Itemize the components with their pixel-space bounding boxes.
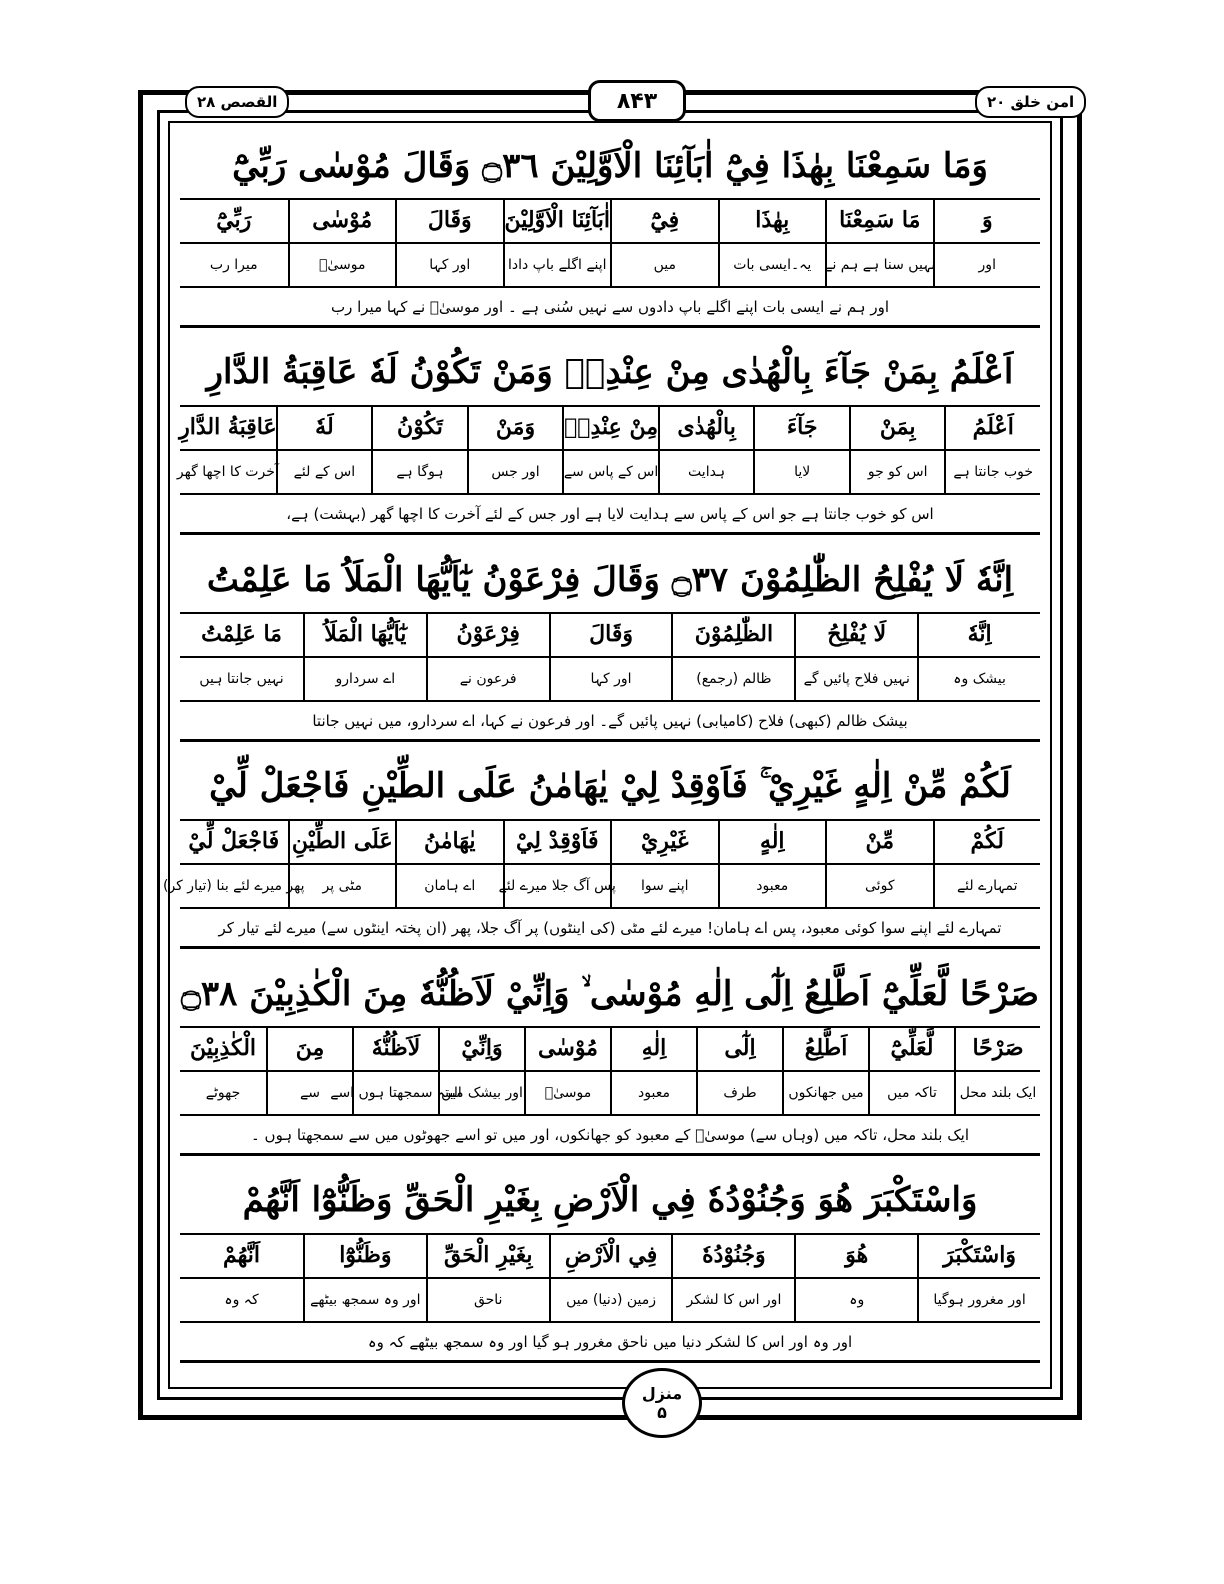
word-cell: وَظَنُّوْٓا — [303, 1233, 426, 1277]
word-cell: غَيْرِيْ — [610, 819, 718, 863]
word-cell: فِيْٓ — [610, 198, 718, 242]
meaning-cell: اے ہامان — [395, 865, 503, 907]
word-cell: جَآءَ — [753, 405, 849, 449]
word-row — [180, 819, 1040, 865]
meaning-cell: ایک بلند محل — [954, 1072, 1040, 1114]
translation-line: اور وہ اور اس کا لشکر دنیا میں ناحق مغرور ہو گیا اور وہ سمجھ بیٹھے کہ وہ — [180, 1323, 1040, 1363]
ayah-line: لَكُمْ مِّنْ اِلٰهٍ غَيْرِيْ ۚ فَاَوْقِدْ لِيْ يٰهَامٰنُ عَلَى الطِّيْنِ فَاجْعَلْ لِّيْ — [180, 753, 1040, 821]
word-cell: لَاَظُنُّهٗ — [352, 1026, 438, 1070]
meaning-cell: کہ وہ — [224, 1292, 259, 1308]
meaning-row — [180, 658, 1040, 702]
word-cell: عَلَى الطِّيْنِ — [288, 819, 396, 863]
ayah-line: اِنَّهٗ لَا يُفْلِحُ الظّٰلِمُوْنَ ۝٣٧ وَقَالَ فِرْعَوْنُ يٰٓاَيُّهَا الْمَلَاُ مَا عَلِمْتُ — [180, 546, 1040, 614]
word-cell: وَاِنِّيْ — [438, 1026, 524, 1070]
word-cell: تَكُوْنُ — [371, 405, 467, 449]
meaning-cell: اور کہا — [549, 658, 672, 700]
meaning-cell: البتہ سمجھتا ہوں اسے — [352, 1072, 438, 1114]
word-cell: وَجُنُوْدُهٗ — [671, 1233, 794, 1277]
word-row — [180, 405, 1040, 451]
ayah-line: وَاسْتَكْبَرَ هُوَ وَجُنُوْدُهٗ فِي الْاَرْضِ بِغَيْرِ الْحَقِّ وَظَنُّوْٓا اَنَّهُمْ — [180, 1167, 1040, 1235]
word-cell: لَكُمْ — [933, 819, 1041, 863]
ayah-line: وَمَا سَمِعْنَا بِهٰذَا فِيْٓ اٰبَآئِنَا الْاَوَّلِيْنَ ۝٣٦ وَقَالَ مُوْسٰى رَبِّيْٓ — [180, 132, 1040, 200]
meaning-cell: اپنے سوا — [610, 865, 718, 907]
ayah-line: اَعْلَمُ بِمَنْ جَآءَ بِالْهُدٰى مِنْ عِنْدِهٖ وَمَنْ تَكُوْنُ لَهٗ عَاقِبَةُ الدَّارِ — [180, 339, 1040, 407]
meaning-cell: اور وہ سمجھ بیٹھے — [303, 1279, 426, 1321]
meaning-row — [180, 1072, 1040, 1116]
meaning-cell: ناحق — [426, 1279, 549, 1321]
word-cell: وَقَالَ — [549, 612, 672, 656]
meaning-cell: اس کے لئے — [276, 451, 372, 493]
meaning-cell: نہیں سنا ہے ہم نے — [825, 244, 933, 286]
word-cell: مُوْسٰى — [288, 198, 396, 242]
word-cell: بِالْهُدٰى — [658, 405, 754, 449]
translation-line: اس کو خوب جانتا ہے جو اس کے پاس سے ہدایت لایا ہے اور جس کے لئے آخرت کا اچھا گھر (بہشت) ہے، — [180, 495, 1040, 535]
meaning-cell: فرعون نے — [426, 658, 549, 700]
word-cell: فَاَوْقِدْ لِيْ — [503, 819, 611, 863]
meaning-cell: ظالم (رجمع) — [671, 658, 794, 700]
meaning-cell: خوب جانتا ہے — [944, 451, 1040, 493]
word-cell: فِرْعَوْنُ — [426, 612, 549, 656]
meaning-cell: ہوگا ہے — [371, 451, 467, 493]
meaning-cell: اور کہا — [395, 244, 503, 286]
meaning-cell: اپنے اگلے باپ دادا — [503, 244, 611, 286]
para-label: امن خلق ۲۰ — [975, 86, 1086, 118]
meaning-cell: اور بیشک میں — [438, 1072, 524, 1114]
meaning-cell: نہیں جانتا ہیں — [199, 671, 284, 687]
ayah-line: صَرْحًا لَّعَلِّيْٓ اَطَّلِعُ اِلٰٓى اِلٰهِ مُوْسٰى ۙ وَاِنِّيْ لَاَظُنُّهٗ مِنَ الْكٰذِبِيْنَ ۝٣٨ — [180, 960, 1040, 1028]
meaning-cell: اور مغرور ہوگیا — [917, 1279, 1040, 1321]
word-cell: مِنْ عِنْدِهٖ — [562, 405, 658, 449]
word-cell: مُوْسٰى — [524, 1026, 610, 1070]
meaning-cell: زمین (دنیا) میں — [549, 1279, 672, 1321]
meaning-cell: اس کو جو — [849, 451, 945, 493]
word-cell: وَاسْتَكْبَرَ — [917, 1233, 1040, 1277]
word-cell: مَا عَلِمْتُ — [201, 621, 282, 647]
meaning-cell: نہیں فلاح پائیں گے — [794, 658, 917, 700]
meaning-cell: مٹی پر — [288, 865, 396, 907]
word-row — [180, 198, 1040, 244]
meaning-cell: طرف — [696, 1072, 782, 1114]
translation-line: اور ہم نے ایسی بات اپنے اگلے باپ دادوں سے نہیں سُنی ہے ۔ اور موسیٰؑ نے کہا میرا رب — [180, 288, 1040, 328]
word-cell: هُوَ — [794, 1233, 917, 1277]
word-cell: لَّعَلِّيْٓ — [868, 1026, 954, 1070]
meaning-cell: وہ — [794, 1279, 917, 1321]
meaning-cell: موسیٰؑ — [524, 1072, 610, 1114]
meaning-cell: ہدایت — [658, 451, 754, 493]
meaning-cell: تاکہ میں — [868, 1072, 954, 1114]
meaning-cell: پھر میرے لئے بنا (تیار کر) — [162, 878, 305, 894]
word-cell: اَطَّلِعُ — [782, 1026, 868, 1070]
meaning-cell: میں جھانکوں — [782, 1072, 868, 1114]
word-cell: لَهٗ — [276, 405, 372, 449]
meaning-cell: لایا — [753, 451, 849, 493]
word-cell: مِنَ — [266, 1026, 352, 1070]
word-cell: يٰٓاَيُّهَا الْمَلَاُ — [303, 612, 426, 656]
meaning-cell: اور — [933, 244, 1041, 286]
word-cell: عَاقِبَةُ الدَّارِ — [179, 414, 277, 440]
surah-label: القصص ۲۸ — [185, 86, 289, 118]
translation-line: بیشک ظالم (کبھی) فلاح (کامیابی) نہیں پائیں گے۔ اور فرعون نے کہا، اے سردارو، میں نہیں جانتا — [180, 702, 1040, 742]
meaning-cell: معبود — [718, 865, 826, 907]
word-cell: وَمَنْ — [467, 405, 563, 449]
word-cell: مِّنْ — [825, 819, 933, 863]
meaning-cell: پس آگ جلا میرے لئے — [503, 865, 611, 907]
word-cell: بِغَيْرِ الْحَقِّ — [426, 1233, 549, 1277]
word-cell: وَ — [933, 198, 1041, 242]
word-cell: لَا يُفْلِحُ — [794, 612, 917, 656]
word-row — [180, 1233, 1040, 1279]
meaning-row — [180, 1279, 1040, 1323]
word-row — [180, 612, 1040, 658]
meaning-cell: تمہارے لئے — [933, 865, 1041, 907]
meaning-row — [180, 244, 1040, 288]
page-number: ۸۴۳ — [588, 80, 686, 122]
meaning-cell: آخرت کا اچھا گھر — [176, 464, 279, 480]
word-cell: اِنَّهٗ — [917, 612, 1040, 656]
word-cell: اَعْلَمُ — [944, 405, 1040, 449]
manzil-badge — [622, 1368, 702, 1438]
translation-line: ایک بلند محل، تاکہ میں (وہاں سے) موسیٰؑ کے معبود کو جھانکوں، اور میں تو اسے جھوٹوں میں سے سمجھتا ہوں ۔ — [180, 1116, 1040, 1156]
translation-line: تمہارے لئے اپنے سوا کوئی معبود، پس اے ہامان! میرے لئے مٹی (کی اینٹوں) پر آگ جلا، پھر (ان پختہ اینٹوں سے) میرے لئے تیار کر — [180, 909, 1040, 949]
word-cell: صَرْحًا — [954, 1026, 1040, 1070]
manzil-label: منزل — [641, 1383, 683, 1403]
meaning-row — [162, 865, 1040, 909]
word-cell: فِي الْاَرْضِ — [549, 1233, 672, 1277]
word-row — [180, 1026, 1040, 1072]
content-area — [162, 132, 1040, 1377]
word-cell: اِلٰهٍ — [718, 819, 826, 863]
meaning-cell: اے سردارو — [303, 658, 426, 700]
meaning-cell: اور اس کا لشکر — [671, 1279, 794, 1321]
word-cell: وَقَالَ — [395, 198, 503, 242]
meaning-cell: معبود — [610, 1072, 696, 1114]
word-cell: اٰبَآئِنَا الْاَوَّلِيْنَ — [503, 198, 611, 242]
meaning-cell: موسیٰؑ — [288, 244, 396, 286]
meaning-cell: میں — [610, 244, 718, 286]
word-cell: الظّٰلِمُوْنَ — [671, 612, 794, 656]
meaning-cell: کوئی — [825, 865, 933, 907]
meaning-row — [176, 451, 1040, 495]
meaning-cell: یہ۔ایسی بات — [718, 244, 826, 286]
meaning-cell: اور جس — [467, 451, 563, 493]
meaning-cell: بیشک وہ — [917, 658, 1040, 700]
meaning-cell: اس کے پاس سے — [562, 451, 658, 493]
word-cell: بِهٰذَا — [718, 198, 826, 242]
meaning-cell: جھوٹے — [205, 1085, 241, 1101]
word-cell: مَا سَمِعْنَا — [825, 198, 933, 242]
word-cell: بِمَنْ — [849, 405, 945, 449]
word-cell: اَنَّهُمْ — [223, 1242, 261, 1268]
meaning-cell: سے — [266, 1072, 352, 1114]
manzil-number: ۵ — [657, 1403, 667, 1422]
word-cell: رَبِّيْٓ — [216, 207, 252, 233]
word-cell: فَاجْعَلْ لِّيْ — [188, 828, 280, 854]
word-cell: اِلٰٓى — [696, 1026, 782, 1070]
word-cell: الْكٰذِبِيْنَ — [189, 1035, 257, 1061]
word-cell: اِلٰهِ — [610, 1026, 696, 1070]
word-cell: يٰهَامٰنُ — [395, 819, 503, 863]
meaning-cell: میرا رب — [209, 257, 258, 273]
